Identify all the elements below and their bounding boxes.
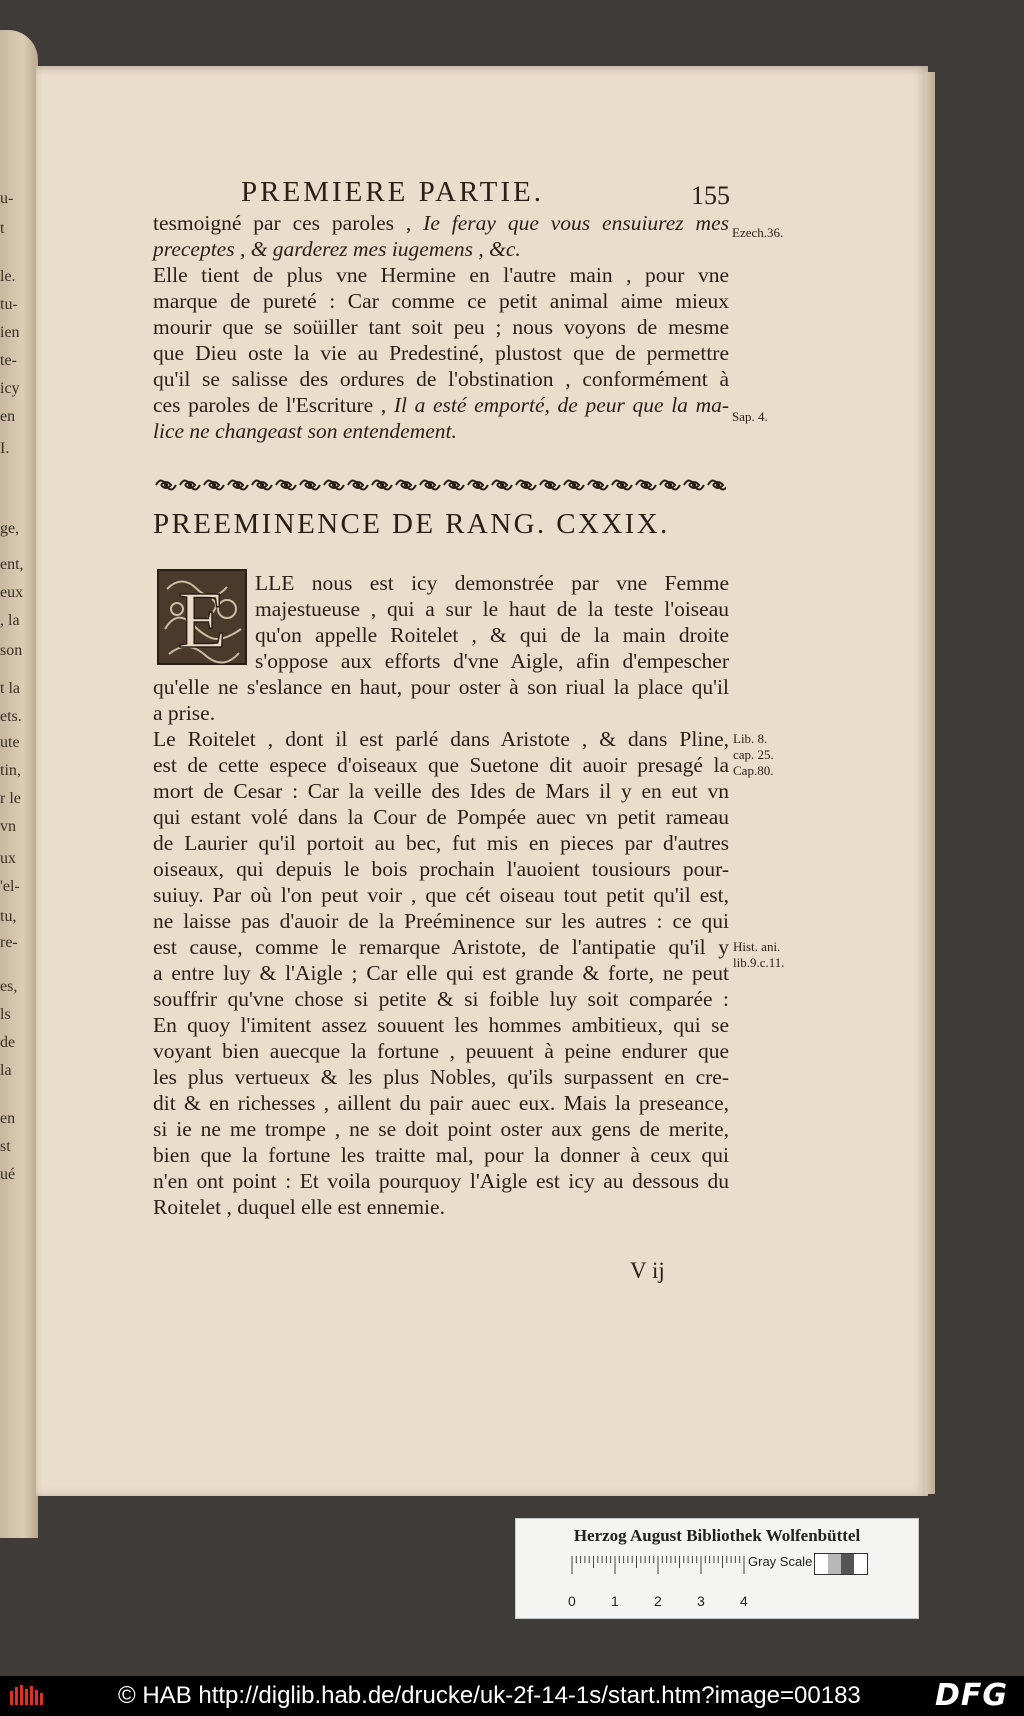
text-span: oiseaux, qui depuis le bois prochain l'auoient tousiours pour- — [153, 857, 729, 881]
text-span: de Laurier qu'il portoit au bec, fut mis en pieces par d'autres — [153, 831, 729, 855]
text-line — [153, 314, 729, 340]
text-line — [153, 882, 729, 908]
scale-number: 0 — [568, 1593, 576, 1609]
text-line — [153, 418, 729, 444]
text-span: bien que la fortune les traitte mal, pour la donner à ceux qui — [153, 1143, 729, 1167]
fleuron — [444, 481, 464, 490]
fleuron — [300, 481, 320, 490]
text-span: mort de Cesar : Car la veille des Ides de Mars il y en eut vn — [153, 779, 729, 803]
text-line — [153, 1142, 729, 1168]
marginal-note: Ezech.36. — [732, 225, 784, 240]
left-page-fragment: la — [0, 1062, 12, 1079]
left-page-text-fragments — [0, 0, 40, 1500]
fleuron — [636, 481, 656, 490]
left-page-fragment: t la — [0, 680, 20, 697]
text-span: Elle tient de plus vne Hermine en l'autre main , pour vne — [153, 263, 729, 287]
fleuron — [252, 481, 272, 490]
text-span: LLE nous est icy demonstrée par vne Femme — [255, 571, 729, 595]
text-line — [153, 262, 729, 288]
scale-number: 4 — [740, 1593, 748, 1609]
fleuron — [540, 481, 560, 490]
running-head: PREMIERE PARTIE. — [241, 176, 544, 208]
gray-scale-label: Gray Scale — [748, 1554, 813, 1569]
text-line — [153, 1116, 729, 1142]
left-page-fragment: ute — [0, 734, 20, 751]
text-line — [153, 778, 729, 804]
fleuron — [228, 481, 248, 490]
text-span: les plus vertueux & les plus Nobles, qu'ils surpassent en cre- — [153, 1065, 729, 1089]
marginal-note: Hist. ani. — [733, 939, 781, 954]
text-span: s'oppose aux efforts d'vne Aigle, afin d'empescher — [255, 649, 729, 673]
text-line — [153, 934, 729, 960]
color-calibration-bar — [515, 1518, 919, 1619]
text-line — [153, 804, 729, 830]
fleuron — [684, 481, 704, 490]
left-page-fragment: son — [0, 642, 23, 659]
text-span: En quoy l'imitent assez souuent les hommes ambitieux, qui se — [153, 1013, 729, 1037]
text-span: majestueuse , qui a sur le haut de la teste l'oiseau — [255, 597, 729, 621]
text-line — [153, 986, 729, 1012]
fleuron — [348, 481, 368, 490]
left-page-fragment: ué — [0, 1166, 16, 1183]
text-line — [153, 1038, 729, 1064]
barcode-logo-icon — [10, 1685, 44, 1707]
text-line — [255, 570, 729, 596]
ornamental-border — [152, 474, 726, 496]
text-span: suiuy. Par où l'on peut voir , que cét oiseau tout petit qu'il est, — [153, 883, 729, 907]
left-page-fragment: le. — [0, 268, 16, 285]
text-span: que Dieu oste la vie au Predestiné, plustost que de permettre — [153, 341, 729, 365]
text-span: a entre luy & l'Aigle ; Car elle qui est grande & forte, ne peut — [153, 961, 729, 985]
text-span: souffrir qu'vne chose si petite & si foible luy soit comparée : — [153, 987, 729, 1011]
fleuron — [468, 481, 488, 490]
text-line — [153, 210, 729, 236]
left-page-fragment: de — [0, 1034, 16, 1051]
text-line — [153, 288, 729, 314]
text-span: n'en ont point : Et voila pourquoy l'Aigle est icy au dessous du — [153, 1169, 729, 1193]
left-page-fragment: ien — [0, 324, 20, 341]
text-line — [255, 596, 729, 622]
page-edge — [925, 72, 935, 1494]
gray-swatch — [828, 1554, 841, 1574]
text-span: si ie ne me trompe , ne se doit point oster aux gens de merite, — [153, 1117, 729, 1141]
text-span: ces paroles de l'Escriture , — [153, 393, 394, 417]
left-page-fragment: en — [0, 408, 16, 425]
fleuron — [708, 481, 726, 490]
left-page-fragment: st — [0, 1138, 11, 1155]
left-page-fragment: tu, — [0, 908, 17, 925]
text-line — [153, 960, 729, 986]
text-span: tesmoigné par ces paroles , — [153, 211, 424, 235]
measurement-scale — [568, 1552, 748, 1588]
marginal-note: cap. 25. — [733, 747, 774, 762]
text-span: a prise. — [153, 701, 216, 725]
text-line — [153, 1064, 729, 1090]
left-page-fragment: ge, — [0, 520, 20, 537]
text-line — [153, 1012, 729, 1038]
fleuron — [180, 481, 200, 490]
left-page-fragment: u- — [0, 190, 14, 207]
fleuron — [612, 481, 632, 490]
left-page-fragment: I. — [0, 440, 10, 457]
text-span: dit & en richesses , aillent du pair auec eux. Mais la preseance, — [153, 1091, 729, 1115]
left-page-fragment: te- — [0, 352, 17, 369]
left-page-fragment: , la — [0, 612, 20, 629]
italic-text: preceptes , & garderez mes iugemens , &c. — [153, 237, 521, 261]
left-page-fragment: re- — [0, 934, 18, 951]
text-line — [153, 1168, 729, 1194]
text-line — [153, 674, 729, 700]
left-page-fragment: vn — [0, 818, 16, 835]
fleuron — [156, 481, 176, 490]
text-line — [153, 908, 729, 934]
fleuron — [204, 481, 224, 490]
text-span: qu'on appelle Roitelet , & qui de la main droite — [255, 623, 729, 647]
text-span: voyant bien auecque la fortune , peuuent à peine endurer que — [153, 1039, 729, 1063]
text-span: ne laisse pas d'auoir de la Preéminence sur les autres : ce qui — [153, 909, 729, 933]
marginal-note: Lib. 8. — [733, 731, 768, 746]
fleuron — [276, 481, 296, 490]
left-page-fragment: 'el- — [0, 878, 20, 895]
left-page-fragment: ls — [0, 1006, 11, 1023]
gray-swatch — [854, 1554, 867, 1574]
initial-letter: E — [177, 577, 227, 665]
decorated-initial — [157, 569, 247, 665]
library-name: Herzog August Bibliothek Wolfenbüttel — [573, 1526, 861, 1545]
text-line — [153, 752, 729, 778]
left-page-fragment: icy — [0, 380, 20, 397]
left-page-fragment: r le — [0, 790, 21, 807]
text-span: marque de pureté : Car comme ce petit animal aime mieux — [153, 289, 729, 313]
left-page-fragment: tin, — [0, 762, 21, 779]
fleuron — [492, 481, 512, 490]
text-span: mourir que se soüiller tant soit peu ; nous voyons de mesme — [153, 315, 729, 339]
gray-swatch — [841, 1554, 854, 1574]
text-span: Roitelet , duquel elle est ennemie. — [153, 1195, 445, 1219]
marginal-note: Sap. 4. — [732, 409, 768, 424]
text-line — [153, 726, 729, 752]
page-number: 155 — [691, 181, 730, 210]
text-span: qu'elle ne s'eslance en haut, pour oster à son riual la place qu'il — [153, 675, 729, 699]
text-span: est cause, comme le remarque Aristote, de l'antipatie qu'il y — [153, 935, 729, 959]
fleuron — [516, 481, 536, 490]
text-span: qui estant volé dans la Cour de Pompée auec vn petit rameau — [153, 805, 729, 829]
left-page-fragment: tu- — [0, 296, 18, 313]
fleuron — [372, 481, 392, 490]
text-line — [255, 622, 729, 648]
scale-number: 2 — [654, 1593, 662, 1609]
gray-swatches — [814, 1553, 868, 1575]
fleuron — [660, 481, 680, 490]
text-line — [153, 700, 729, 726]
catchword: V ij — [630, 1258, 665, 1283]
left-page-fragment: t — [0, 220, 5, 237]
section-heading: PREEMINENCE DE RANG. CXXIX. — [153, 508, 670, 540]
left-page-fragment: ets. — [0, 708, 22, 725]
text-line — [255, 648, 729, 674]
fleuron — [396, 481, 416, 490]
scale-number: 3 — [697, 1593, 705, 1609]
footer-bar — [0, 1676, 1024, 1716]
fleuron — [588, 481, 608, 490]
footer-url[interactable]: © HAB http://diglib.hab.de/drucke/uk-2f-14-1s/start.htm?image=00183 — [118, 1682, 861, 1709]
fleuron — [564, 481, 584, 490]
text-line — [153, 1194, 729, 1220]
text-line — [153, 366, 729, 392]
italic-text: lice ne changeast son entendement. — [153, 419, 457, 443]
dfg-logo: DFG — [935, 1678, 1009, 1713]
fleuron — [324, 481, 344, 490]
text-line — [153, 1090, 729, 1116]
left-page-fragment: ent, — [0, 556, 24, 573]
text-span: Le Roitelet , dont il est parlé dans Aristote , & dans Pline, — [153, 727, 729, 751]
text-span: qu'il se salisse des ordures de l'obstination , conformément à — [153, 367, 729, 391]
italic-text: Ie feray que vous ensuiurez mes — [423, 211, 729, 235]
text-line — [153, 236, 729, 262]
gray-swatch — [815, 1554, 828, 1574]
text-line — [153, 830, 729, 856]
fleuron — [420, 481, 440, 490]
left-page-fragment: ux — [0, 850, 16, 867]
marginal-note: Cap.80. — [733, 763, 774, 778]
scale-number: 1 — [611, 1593, 619, 1609]
italic-text: Il a esté emporté, de peur que la ma- — [393, 393, 730, 417]
text-line — [153, 392, 729, 418]
marginal-note: lib.9.c.11. — [733, 955, 785, 970]
left-page-fragment: eux — [0, 584, 24, 601]
left-page-fragment: en — [0, 1110, 16, 1127]
left-page-fragment: es, — [0, 978, 18, 995]
text-line — [153, 340, 729, 366]
text-line — [153, 856, 729, 882]
text-span: est de cette espece d'oiseaux que Suetone dit auoir presagé la — [153, 753, 729, 777]
